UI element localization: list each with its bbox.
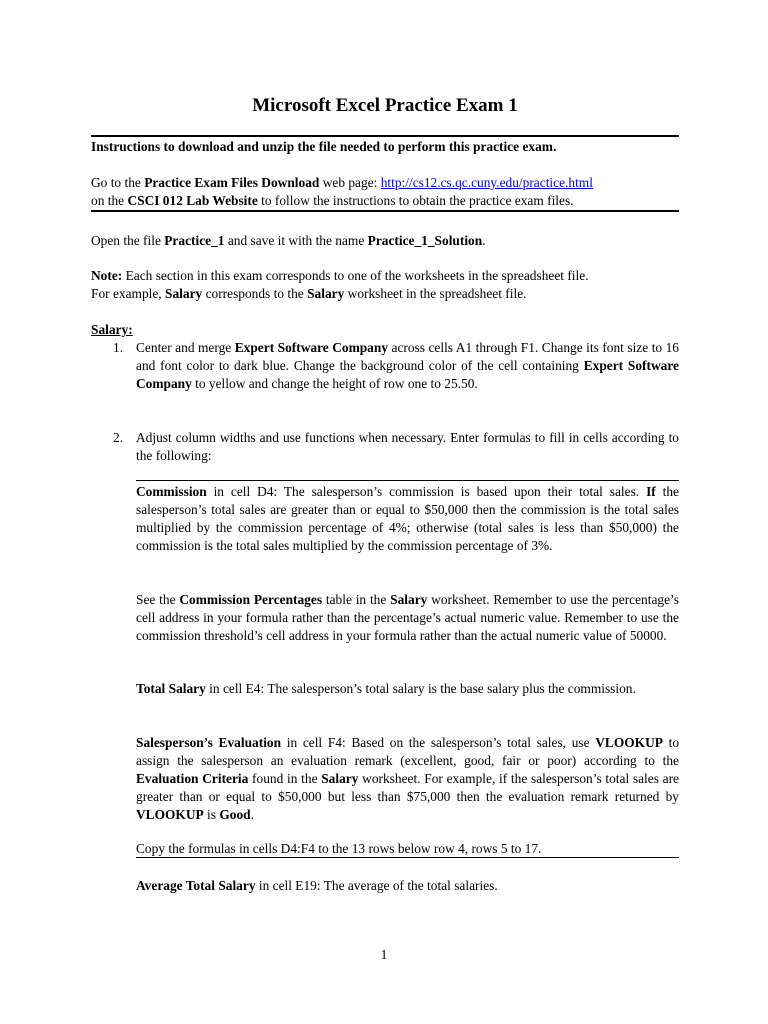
lab-website-name: CSCI 012 Lab Website <box>127 193 258 208</box>
section-divider <box>136 857 679 858</box>
commission-percentages-paragraph: See the Commission Percentages table in the Salary worksheet. Remember to use the percentage’s cell address in your formula rather than the percentage’s actual numeric value. Remember to use the commission threshold’s cell address in your formula rather than the actual numeric value of 50000. <box>136 592 679 643</box>
section-divider <box>136 480 679 481</box>
list-item-2: Adjust column widths and use functions when necessary. Enter formulas to fill in cells according to the following: <box>136 430 679 463</box>
copy-formulas-instruction: Copy the formulas in cells D4:F4 to the 13 rows below row 4, rows 5 to 17. <box>136 841 542 856</box>
page-title: Microsoft Excel Practice Exam 1 <box>252 95 518 116</box>
salary-section-heading: Salary: <box>91 322 133 337</box>
list-item-1: Center and merge Expert Software Company across cells A1 through F1. Change its font size to 16 and font color to dark blue. Change the background color of the cell containing Expert Software Company to yellow and change the height of row one to 25.50. <box>136 340 679 391</box>
total-salary-paragraph: Total Salary in cell E4: The salesperson’s total salary is the base salary plus the commission. <box>136 681 636 696</box>
instructions-heading: Instructions to download and unzip the file needed to perform this practice exam. <box>91 139 557 154</box>
list-number: 1. <box>113 340 124 355</box>
note-label: Note: <box>91 268 123 283</box>
commission-paragraph: Commission in cell D4: The salesperson’s commission is based upon their total sales. If the salesperson’s total sales are greater than or equal to $50,000 then the commission is the total sales multiplied by the commission percentage of 4%; otherwise (total sales is less than $50,000) the commission is the total sales multiplied by the commission percentage of 3%. <box>136 484 679 553</box>
note-paragraph: Note: Each section in this exam corresponds to one of the worksheets in the spreadsheet file. For example, Salary corresponds to the Salary worksheet in the spreadsheet file. <box>91 268 589 301</box>
divider-bottom <box>91 210 679 212</box>
practice-page-link[interactable]: http://cs12.cs.qc.cuny.edu/practice.html <box>380 175 593 190</box>
open-file-instruction: Open the file Practice_1 and save it with the name Practice_1_Solution. <box>91 233 486 248</box>
divider-top <box>91 135 679 137</box>
average-total-salary-paragraph: Average Total Salary in cell E19: The average of the total salaries. <box>136 878 498 893</box>
evaluation-paragraph: Salesperson’s Evaluation in cell F4: Based on the salesperson’s total sales, use VLOOKUP to assign the salesperson an evaluation remark (excellent, good, fair or poor) according to the Evaluation Criteria found in the Salary worksheet. For example, if the salesperson’s total sales are greater than or equal to $50,000 but less than $75,000 then the evaluation remark returned by VLOOKUP is Good. <box>136 735 680 822</box>
list-number: 2. <box>113 430 124 445</box>
practice-files-page-name: Practice Exam Files Download <box>144 175 320 190</box>
download-instructions: Go to the Practice Exam Files Download web page: http://cs12.cs.qc.cuny.edu/practice.html on the CSCI 012 Lab Website to follow the instructions to obtain the practice exam files. <box>91 175 593 208</box>
page-number: 1 <box>380 947 388 962</box>
